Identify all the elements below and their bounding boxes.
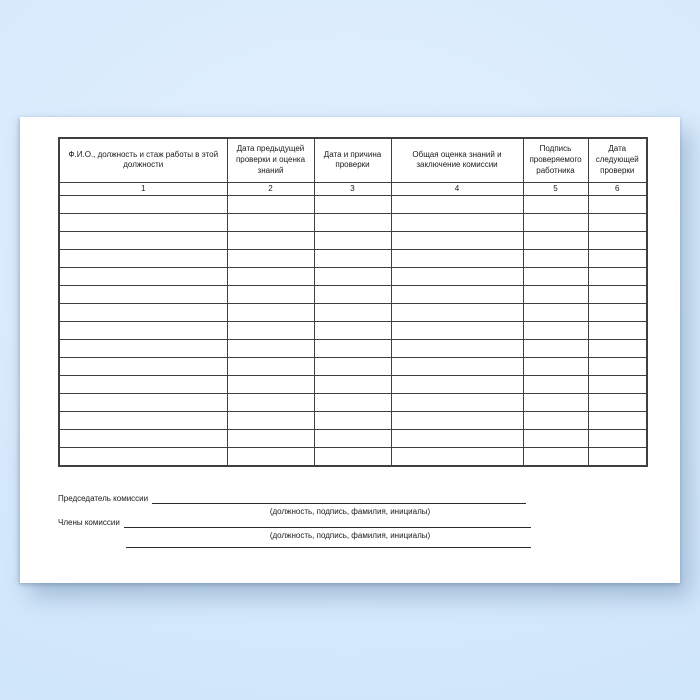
empty-cell (227, 358, 314, 376)
empty-cell (588, 430, 647, 448)
empty-cell (588, 358, 647, 376)
chairman-signature-line (152, 493, 526, 504)
empty-cell (314, 196, 391, 214)
empty-cell (523, 412, 588, 430)
empty-cell (227, 412, 314, 430)
empty-cell (523, 322, 588, 340)
empty-cell (227, 268, 314, 286)
table-row (59, 448, 647, 466)
paper-sheet (20, 117, 680, 583)
empty-cell (227, 250, 314, 268)
empty-cell (59, 250, 227, 268)
table-row (59, 286, 647, 304)
empty-cell (391, 268, 523, 286)
empty-cell (391, 448, 523, 466)
empty-cell (59, 448, 227, 466)
empty-cell (588, 376, 647, 394)
column-number: 3 (314, 182, 391, 196)
table-row (59, 322, 647, 340)
empty-cell (314, 322, 391, 340)
table-row (59, 232, 647, 250)
empty-cell (523, 358, 588, 376)
empty-cell (523, 340, 588, 358)
empty-cell (588, 340, 647, 358)
column-number: 2 (227, 182, 314, 196)
chairman-signature-row (58, 493, 526, 504)
table-row (59, 196, 647, 214)
empty-cell (59, 430, 227, 448)
empty-cell (314, 268, 391, 286)
empty-cell (59, 412, 227, 430)
empty-cell (588, 412, 647, 430)
empty-cell (314, 394, 391, 412)
table-row (59, 394, 647, 412)
empty-cell (314, 430, 391, 448)
empty-cell (391, 376, 523, 394)
empty-cell (588, 268, 647, 286)
empty-cell (391, 394, 523, 412)
empty-cell (391, 358, 523, 376)
empty-cell (523, 376, 588, 394)
extra-members-signature-line (126, 538, 531, 548)
members-signature-row (58, 517, 531, 528)
empty-cell (523, 286, 588, 304)
empty-cell (523, 196, 588, 214)
empty-cell (59, 232, 227, 250)
empty-cell (523, 304, 588, 322)
empty-cell (391, 214, 523, 232)
column-header-signature: Подпись проверяемого работника (523, 138, 588, 182)
empty-cell (588, 448, 647, 466)
empty-cell (523, 214, 588, 232)
table-row (59, 250, 647, 268)
empty-cell (59, 286, 227, 304)
empty-cell (588, 304, 647, 322)
empty-cell (59, 358, 227, 376)
empty-cell (314, 340, 391, 358)
empty-cell (391, 232, 523, 250)
empty-cell (588, 232, 647, 250)
empty-cell (314, 358, 391, 376)
column-header-overall-assessment: Общая оценка знаний и заключение комиссии (391, 138, 523, 182)
empty-cell (59, 268, 227, 286)
empty-cell (391, 340, 523, 358)
knowledge-check-journal-table (58, 137, 648, 467)
table-row (59, 430, 647, 448)
empty-cell (59, 322, 227, 340)
empty-cell (314, 232, 391, 250)
empty-cell (227, 214, 314, 232)
members-label: Члены комиссии (58, 518, 120, 527)
empty-cell (588, 322, 647, 340)
empty-cell (314, 250, 391, 268)
empty-cell (523, 250, 588, 268)
empty-cell (59, 340, 227, 358)
empty-cell (314, 412, 391, 430)
table-row (59, 268, 647, 286)
empty-cell (227, 286, 314, 304)
empty-cell (314, 448, 391, 466)
empty-cell (391, 412, 523, 430)
table-body (59, 196, 647, 466)
empty-cell (588, 286, 647, 304)
empty-cell (391, 304, 523, 322)
empty-cell (314, 286, 391, 304)
empty-cell (227, 430, 314, 448)
column-number: 5 (523, 182, 588, 196)
empty-cell (391, 250, 523, 268)
table-row (59, 304, 647, 322)
column-header-prev-check: Дата предыдущей проверки и оценка знаний (227, 138, 314, 182)
column-numbers-row (59, 182, 647, 196)
empty-cell (227, 376, 314, 394)
column-header-fio: Ф.И.О., должность и стаж работы в этой должности (59, 138, 227, 182)
members-signature-line (124, 517, 531, 528)
empty-cell (59, 394, 227, 412)
empty-cell (227, 340, 314, 358)
empty-cell (59, 196, 227, 214)
column-number: 1 (59, 182, 227, 196)
empty-cell (588, 196, 647, 214)
empty-cell (588, 214, 647, 232)
empty-cell (523, 394, 588, 412)
empty-cell (227, 448, 314, 466)
empty-cell (314, 304, 391, 322)
column-header-date-reason: Дата и причина проверки (314, 138, 391, 182)
empty-cell (314, 214, 391, 232)
empty-cell (59, 304, 227, 322)
empty-cell (588, 394, 647, 412)
empty-cell (227, 394, 314, 412)
empty-cell (227, 196, 314, 214)
table-row (59, 358, 647, 376)
empty-cell (391, 322, 523, 340)
empty-cell (523, 268, 588, 286)
signature-caption: (должность, подпись, фамилия, инициалы) (269, 507, 431, 516)
table-row (59, 340, 647, 358)
empty-cell (227, 304, 314, 322)
empty-cell (391, 286, 523, 304)
table-row (59, 214, 647, 232)
column-number: 4 (391, 182, 523, 196)
empty-cell (391, 430, 523, 448)
empty-cell (59, 376, 227, 394)
table-row (59, 412, 647, 430)
empty-cell (588, 250, 647, 268)
table-header-row (59, 138, 647, 182)
empty-cell (523, 430, 588, 448)
empty-cell (314, 376, 391, 394)
chairman-label: Председатель комиссии (58, 494, 149, 503)
empty-cell (59, 214, 227, 232)
column-header-next-check: Дата следующей проверки (588, 138, 647, 182)
column-number: 6 (588, 182, 647, 196)
empty-cell (523, 232, 588, 250)
empty-cell (227, 322, 314, 340)
empty-cell (523, 448, 588, 466)
empty-cell (227, 232, 314, 250)
empty-cell (391, 196, 523, 214)
signature-caption: (должность, подпись, фамилия, инициалы) (269, 531, 431, 540)
table-row (59, 376, 647, 394)
